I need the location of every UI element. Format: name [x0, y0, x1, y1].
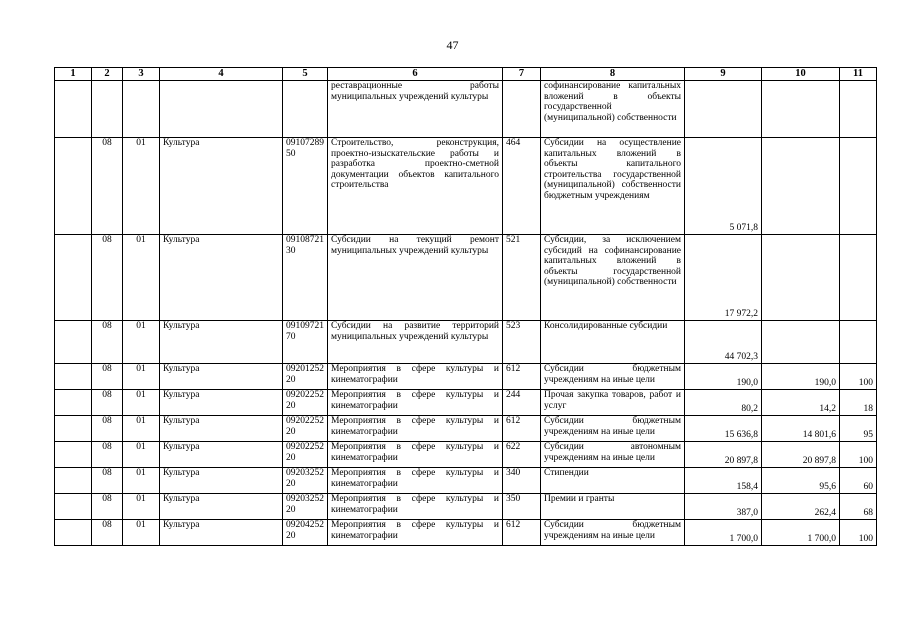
header-cell: 10: [762, 68, 840, 81]
cell-c6: Мероприятия в сфере культуры и кинематографии: [328, 494, 503, 520]
cell-c9: 387,0: [685, 494, 762, 520]
cell-c4: [160, 81, 283, 138]
cell-c7: 612: [503, 416, 541, 442]
table-row: [55, 520, 877, 546]
page-number: 47: [446, 38, 459, 52]
cell-c11: [840, 81, 877, 138]
cell-c11: 60: [840, 468, 877, 494]
cell-c6: Субсидии на развитие территорий муниципальных учреждений культуры: [328, 321, 503, 364]
cell-c3: 01: [123, 468, 160, 494]
cell-c9: 190,0: [685, 364, 762, 390]
cell-c9: 158,4: [685, 468, 762, 494]
cell-c5: 0920325220: [283, 468, 328, 494]
cell-c7: 521: [503, 235, 541, 321]
cell-c1: [55, 364, 92, 390]
header-cell: 1: [55, 68, 92, 81]
cell-c3: 01: [123, 138, 160, 235]
cell-c11: [840, 138, 877, 235]
header-cell: 11: [840, 68, 877, 81]
cell-c7: 622: [503, 442, 541, 468]
table-row: [55, 494, 877, 520]
cell-c8: Субсидии бюджетным учреждениям на иные цели: [541, 416, 685, 442]
cell-c3: 01: [123, 321, 160, 364]
cell-c10: [762, 235, 840, 321]
cell-c2: 08: [92, 442, 123, 468]
cell-c1: [55, 235, 92, 321]
cell-c9: 5 071,8: [685, 138, 762, 235]
cell-c11: 18: [840, 390, 877, 416]
cell-c7: 340: [503, 468, 541, 494]
cell-c10: [762, 321, 840, 364]
cell-c2: 08: [92, 364, 123, 390]
cell-c4: Культура: [160, 235, 283, 321]
cell-c3: 01: [123, 494, 160, 520]
cell-c10: 20 897,8: [762, 442, 840, 468]
cell-c2: 08: [92, 468, 123, 494]
header-cell: 4: [160, 68, 283, 81]
header-cell: 3: [123, 68, 160, 81]
cell-c6: Мероприятия в сфере культуры и кинематографии: [328, 416, 503, 442]
cell-c11: 95: [840, 416, 877, 442]
cell-c1: [55, 520, 92, 546]
cell-c10: 262,4: [762, 494, 840, 520]
cell-c5: 0920225220: [283, 416, 328, 442]
cell-c4: Культура: [160, 321, 283, 364]
header-cell: 9: [685, 68, 762, 81]
table-row: [55, 442, 877, 468]
cell-c3: 01: [123, 416, 160, 442]
cell-c10: 95,6: [762, 468, 840, 494]
cell-c4: Культура: [160, 442, 283, 468]
header-cell: 5: [283, 68, 328, 81]
cell-c8: Субсидии автономным учреждениям на иные цели: [541, 442, 685, 468]
cell-c9: 80,2: [685, 390, 762, 416]
cell-c10: [762, 81, 840, 138]
cell-c8: Субсидии бюджетным учреждениям на иные цели: [541, 520, 685, 546]
cell-c1: [55, 442, 92, 468]
cell-c3: 01: [123, 390, 160, 416]
table-row: [55, 416, 877, 442]
cell-c7: 612: [503, 520, 541, 546]
cell-c6: Субсидии на текущий ремонт муниципальных учреждений культуры: [328, 235, 503, 321]
cell-c1: [55, 81, 92, 138]
header-cell: 6: [328, 68, 503, 81]
cell-c2: 08: [92, 390, 123, 416]
cell-c4: Культура: [160, 494, 283, 520]
cell-c1: [55, 138, 92, 235]
cell-c10: 14 801,6: [762, 416, 840, 442]
cell-c11: [840, 321, 877, 364]
cell-c6: Мероприятия в сфере культуры и кинематографии: [328, 520, 503, 546]
cell-c4: Культура: [160, 468, 283, 494]
cell-c10: 190,0: [762, 364, 840, 390]
cell-c11: [840, 235, 877, 321]
cell-c3: 01: [123, 364, 160, 390]
cell-c5: 0910972170: [283, 321, 328, 364]
cell-c8: Консолидированные субсидии: [541, 321, 685, 364]
cell-c9: 17 972,2: [685, 235, 762, 321]
cell-c3: 01: [123, 442, 160, 468]
cell-c6: Мероприятия в сфере культуры и кинематографии: [328, 364, 503, 390]
table-row: [55, 468, 877, 494]
cell-c2: 08: [92, 520, 123, 546]
table-row: [55, 81, 877, 138]
table-row: [55, 321, 877, 364]
cell-c2: 08: [92, 321, 123, 364]
cell-c2: 08: [92, 235, 123, 321]
cell-c4: Культура: [160, 520, 283, 546]
table-row: [55, 235, 877, 321]
cell-c7: 612: [503, 364, 541, 390]
budget-table: [54, 67, 877, 546]
cell-c6: Мероприятия в сфере культуры и кинематографии: [328, 442, 503, 468]
cell-c10: 1 700,0: [762, 520, 840, 546]
cell-c6: Мероприятия в сфере культуры и кинематографии: [328, 390, 503, 416]
cell-c11: 68: [840, 494, 877, 520]
cell-c1: [55, 390, 92, 416]
cell-c2: 08: [92, 138, 123, 235]
cell-c3: 01: [123, 520, 160, 546]
cell-c7: 523: [503, 321, 541, 364]
cell-c6: Строительство, реконструкция, проектно-изыскательские работы и разработка проектно-сметной документации объектов капитального строительства: [328, 138, 503, 235]
cell-c2: 08: [92, 494, 123, 520]
cell-c7: 244: [503, 390, 541, 416]
cell-c11: 100: [840, 442, 877, 468]
cell-c6: Мероприятия в сфере культуры и кинематографии: [328, 468, 503, 494]
cell-c4: Культура: [160, 390, 283, 416]
cell-c8: Премии и гранты: [541, 494, 685, 520]
cell-c9: [685, 81, 762, 138]
cell-c8: Субсидии на осуществление капитальных вложений в объекты капитального строительства государственной (муниципальной) собственности бюджетным учреждениям: [541, 138, 685, 235]
cell-c10: [762, 138, 840, 235]
cell-c7: 350: [503, 494, 541, 520]
cell-c4: Культура: [160, 138, 283, 235]
cell-c1: [55, 321, 92, 364]
cell-c8: Субсидии бюджетным учреждениям на иные цели: [541, 364, 685, 390]
cell-c5: 0910728950: [283, 138, 328, 235]
cell-c11: 100: [840, 520, 877, 546]
cell-c8: Субсидии, за исключением субсидий на софинансирование капитальных вложений в объекты государственной (муниципальной) собственности: [541, 235, 685, 321]
cell-c4: Культура: [160, 416, 283, 442]
cell-c1: [55, 494, 92, 520]
cell-c9: 44 702,3: [685, 321, 762, 364]
cell-c1: [55, 416, 92, 442]
header-cell: 8: [541, 68, 685, 81]
header-cell: 7: [503, 68, 541, 81]
table-row: [55, 364, 877, 390]
cell-c3: [123, 81, 160, 138]
cell-c8: Стипендии: [541, 468, 685, 494]
cell-c8: Прочая закупка товаров, работ и услуг: [541, 390, 685, 416]
cell-c11: 100: [840, 364, 877, 390]
cell-c5: 0920425220: [283, 520, 328, 546]
cell-c7: [503, 81, 541, 138]
cell-c10: 14,2: [762, 390, 840, 416]
cell-c5: 0920125220: [283, 364, 328, 390]
cell-c2: [92, 81, 123, 138]
cell-c4: Культура: [160, 364, 283, 390]
table-row: [55, 138, 877, 235]
cell-c9: 20 897,8: [685, 442, 762, 468]
cell-c5: 0920325220: [283, 494, 328, 520]
cell-c7: 464: [503, 138, 541, 235]
table-row: [55, 390, 877, 416]
cell-c1: [55, 468, 92, 494]
cell-c6: реставрационные работы муниципальных учреждений культуры: [328, 81, 503, 138]
header-row: [55, 68, 877, 81]
cell-c5: [283, 81, 328, 138]
cell-c8: софинансирование капитальных вложений в объекты государственной (муниципальной) собственности: [541, 81, 685, 138]
cell-c9: 1 700,0: [685, 520, 762, 546]
cell-c9: 15 636,8: [685, 416, 762, 442]
cell-c5: 0910872130: [283, 235, 328, 321]
cell-c3: 01: [123, 235, 160, 321]
header-cell: 2: [92, 68, 123, 81]
cell-c5: 0920225220: [283, 442, 328, 468]
cell-c2: 08: [92, 416, 123, 442]
cell-c5: 0920225220: [283, 390, 328, 416]
